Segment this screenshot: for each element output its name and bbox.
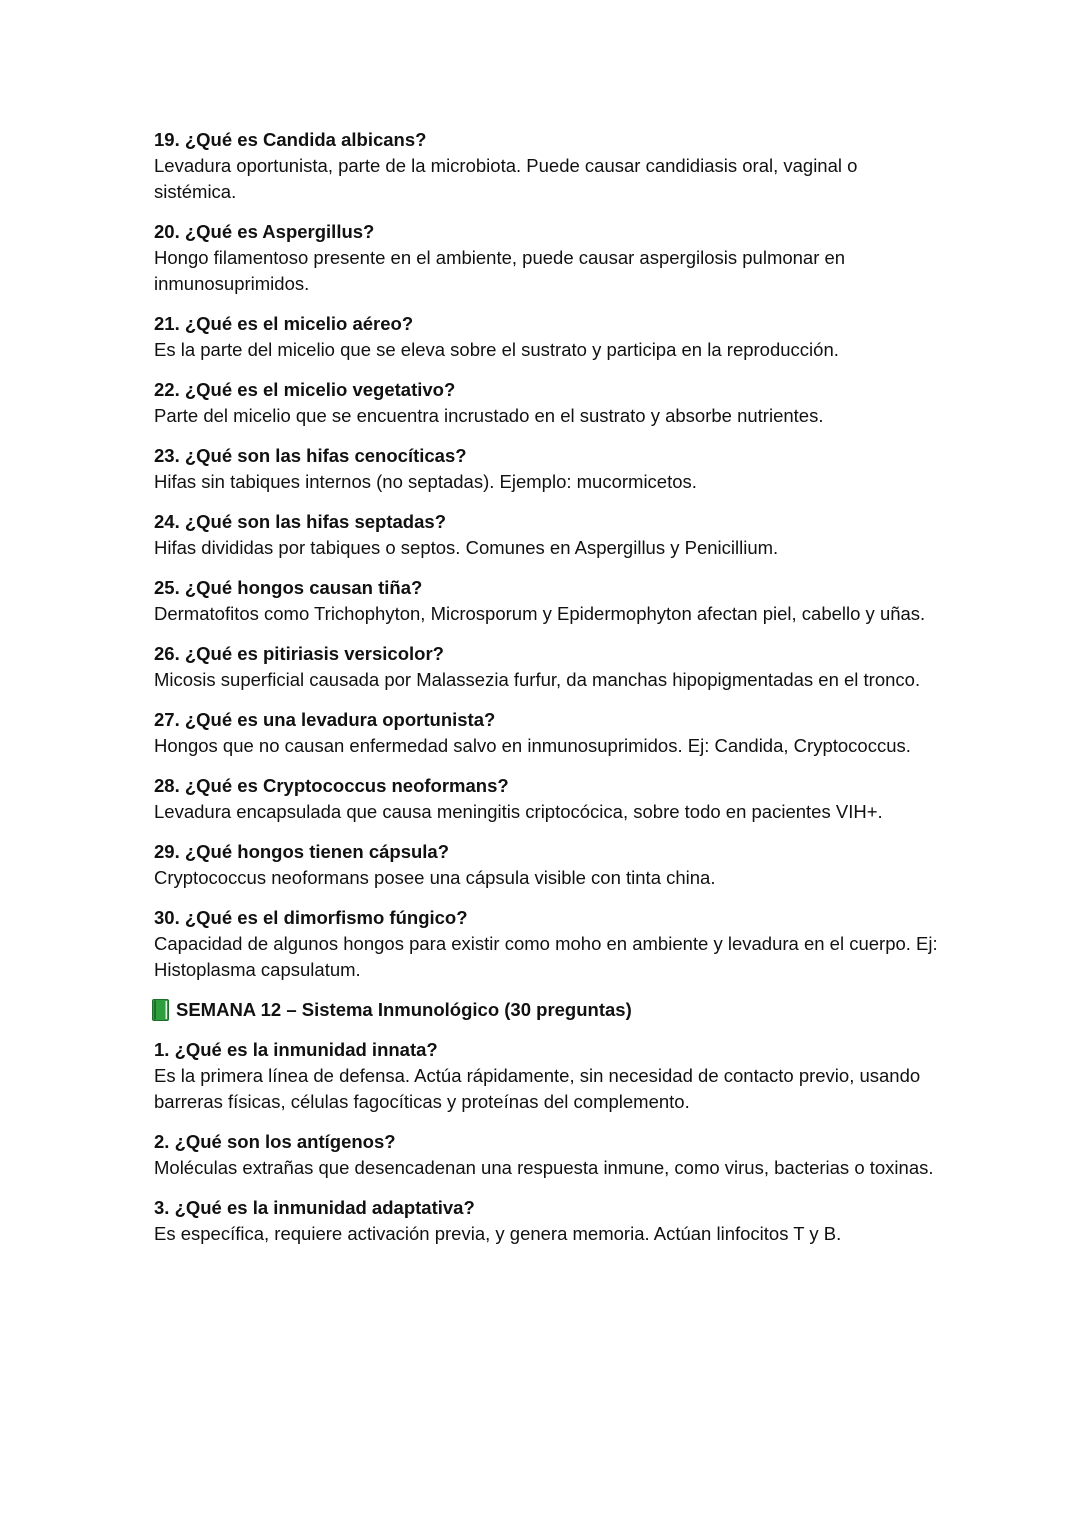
qa-item — [154, 219, 944, 297]
qa-item — [154, 443, 944, 495]
qa-item — [154, 127, 944, 205]
answer: Capacidad de algunos hongos para existir como moho en ambiente y levadura en el cuerpo. Ej: Histoplasma capsulatum. — [154, 933, 938, 980]
question: 23. ¿Qué son las hifas cenocíticas? — [154, 445, 467, 466]
answer: Es la parte del micelio que se eleva sobre el sustrato y participa en la reproducción. — [154, 339, 839, 360]
question: 29. ¿Qué hongos tienen cápsula? — [154, 841, 450, 862]
answer: Moléculas extrañas que desencadenan una respuesta inmune, como virus, bacterias o toxinas. — [154, 1157, 934, 1178]
question: 24. ¿Qué son las hifas septadas? — [154, 511, 446, 532]
answer: Parte del micelio que se encuentra incrustado en el sustrato y absorbe nutrientes. — [154, 405, 824, 426]
answer: Hongos que no causan enfermedad salvo en inmunosuprimidos. Ej: Candida, Cryptococcus. — [154, 735, 911, 756]
answer: Es la primera línea de defensa. Actúa rápidamente, sin necesidad de contacto previo, usando barreras físicas, células fagocíticas y proteínas del complemento. — [154, 1065, 921, 1112]
section-title: SEMANA 12 – Sistema Inmunológico (30 preguntas) — [176, 999, 632, 1020]
qa-item — [154, 377, 944, 429]
question: 25. ¿Qué hongos causan tiña? — [154, 577, 423, 598]
answer: Es específica, requiere activación previa, y genera memoria. Actúan linfocitos T y B. — [154, 1223, 842, 1244]
question: 30. ¿Qué es el dimorfismo fúngico? — [154, 907, 468, 928]
document-page — [154, 127, 944, 1261]
answer: Levadura encapsulada que causa meningitis criptocócica, sobre todo en pacientes VIH+. — [154, 801, 883, 822]
question: 19. ¿Qué es Candida albicans? — [154, 129, 427, 150]
section-heading — [152, 997, 944, 1023]
qa-item — [154, 575, 944, 627]
qa-item — [154, 311, 944, 363]
answer: Levadura oportunista, parte de la microbiota. Puede causar candidiasis oral, vaginal o sistémica. — [154, 155, 858, 202]
qa-item — [154, 707, 944, 759]
answer: Hifas sin tabiques internos (no septadas). Ejemplo: mucormicetos. — [154, 471, 697, 492]
question: 3. ¿Qué es la inmunidad adaptativa? — [154, 1197, 475, 1218]
question: 1. ¿Qué es la inmunidad innata? — [154, 1039, 438, 1060]
qa-item — [154, 1195, 944, 1247]
question: 22. ¿Qué es el micelio vegetativo? — [154, 379, 456, 400]
answer: Cryptococcus neoformans posee una cápsula visible con tinta china. — [154, 867, 716, 888]
green-book-icon — [152, 999, 169, 1021]
qa-item — [154, 905, 944, 983]
qa-item — [154, 641, 944, 693]
qa-item — [154, 1129, 944, 1181]
answer: Micosis superficial causada por Malassezia furfur, da manchas hipopigmentadas en el tronco. — [154, 669, 921, 690]
qa-item — [154, 773, 944, 825]
question: 26. ¿Qué es pitiriasis versicolor? — [154, 643, 444, 664]
qa-item — [154, 839, 944, 891]
question: 2. ¿Qué son los antígenos? — [154, 1131, 396, 1152]
answer: Hongo filamentoso presente en el ambiente, puede causar aspergilosis pulmonar en inmunosuprimidos. — [154, 247, 846, 294]
qa-item — [154, 509, 944, 561]
question: 21. ¿Qué es el micelio aéreo? — [154, 313, 414, 334]
qa-item — [154, 1037, 944, 1115]
answer: Dermatofitos como Trichophyton, Microsporum y Epidermophyton afectan piel, cabello y uñas. — [154, 603, 926, 624]
question: 27. ¿Qué es una levadura oportunista? — [154, 709, 496, 730]
question: 20. ¿Qué es Aspergillus? — [154, 221, 375, 242]
question: 28. ¿Qué es Cryptococcus neoformans? — [154, 775, 509, 796]
answer: Hifas divididas por tabiques o septos. Comunes en Aspergillus y Penicillium. — [154, 537, 779, 558]
